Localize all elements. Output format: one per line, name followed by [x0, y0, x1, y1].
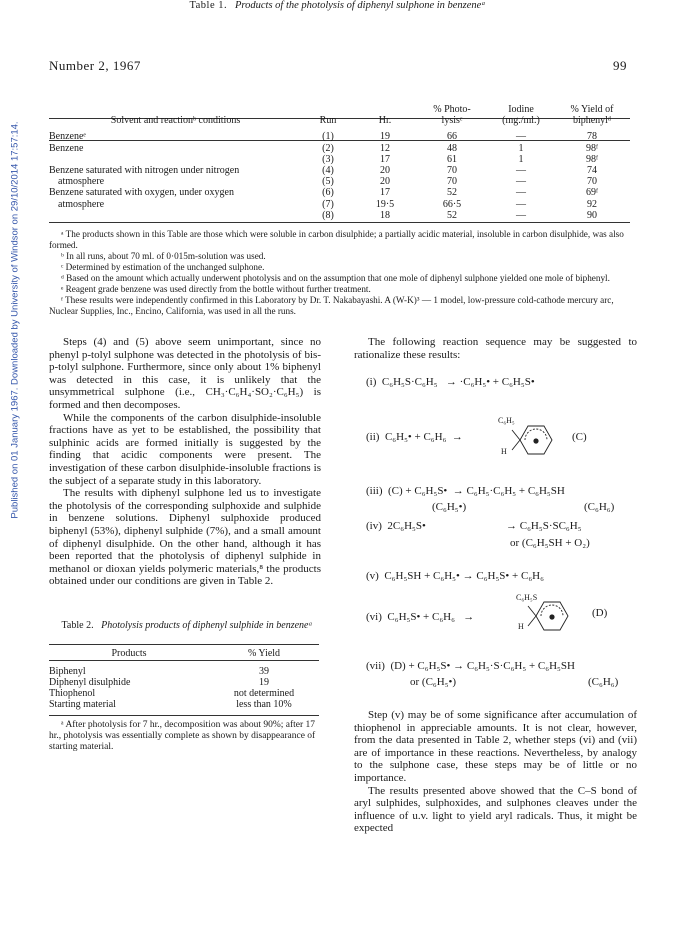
- cell-photo: 66·5: [442, 198, 462, 210]
- table-row: [49, 699, 319, 710]
- running-header-left: Number 2, 1967: [49, 58, 141, 73]
- col-yield-1: % Yield of: [570, 104, 614, 115]
- cell-iodine: 1: [518, 153, 524, 165]
- table-row: [49, 165, 630, 176]
- reaction-lhs: C₆H₅S• + C₆H₆: [387, 611, 455, 623]
- table1-label: Table 1.: [189, 0, 228, 11]
- cell-run: (6): [322, 187, 334, 199]
- reaction-lhs: 2C₆H₅S•: [387, 520, 426, 532]
- cell-iodine: —: [516, 187, 526, 199]
- footnote-d: ᵈ Based on the amount which actually underwent photolysis and on the assumption that one mole of diphenyl sulphone yielded one mole of biphenyl.: [61, 273, 610, 283]
- reaction-number: (v): [366, 570, 379, 582]
- table-row: [49, 131, 630, 142]
- footnote-e: ᵉ Reagent grade benzene was used directly from the bottle without further treatment.: [61, 284, 371, 294]
- cell-yield: 98ᶠ: [585, 153, 599, 165]
- download-stamp-text[interactable]: Published on 01 January 1967. Downloaded by University of Windsor on 29/10/2014 17:57:14.: [9, 121, 21, 519]
- cell-photo: 61: [447, 153, 457, 165]
- reaction-rhs: C₆H₅·C₆H₅ + C₆H₅SH: [466, 485, 565, 497]
- reaction-v: [366, 570, 544, 582]
- reaction-iii-alt2: (C₆H₆): [584, 501, 615, 513]
- cell-solvent: atmosphere: [58, 176, 105, 188]
- cell-hr: 18: [380, 209, 390, 221]
- table-row: [49, 154, 630, 165]
- cell-iodine: —: [516, 198, 526, 210]
- table1-header-row: [49, 104, 630, 115]
- reaction-iv-rhs: [506, 520, 582, 532]
- reaction-ii: [366, 431, 463, 443]
- cell-solvent: Benzeneᵉ: [49, 131, 86, 143]
- cell-product: Starting material: [49, 699, 116, 710]
- cell-solvent: Benzene saturated with nitrogen under nitrogen: [49, 165, 240, 177]
- reaction-rhs: ·C₆H₅• + C₆H₅S•: [459, 376, 535, 388]
- reaction-number: (vi): [366, 611, 382, 623]
- arrow-icon: →: [445, 376, 457, 388]
- cell-iodine: —: [516, 176, 526, 188]
- col-hr: Hr.: [378, 115, 392, 127]
- arrow-icon: →: [462, 570, 474, 582]
- reaction-lhs: C₆H₅SH + C₆H₅•: [384, 570, 460, 582]
- reaction-ii-rhs: (C): [572, 431, 587, 443]
- reaction-iii-alt: (C₆H₅•): [432, 501, 467, 513]
- cell-hr: 17: [380, 187, 390, 199]
- table2-footnote-text: ᵃ After photolysis for 7 hr., decomposition was about 90%; after 17 hr., photolysis was essentially complete as shown by disappearance of starting material.: [49, 720, 316, 752]
- cell-hr: 19: [380, 131, 390, 143]
- cell-yield: 78: [587, 131, 597, 143]
- cell-hr: 19·5: [375, 198, 395, 210]
- table-row: [49, 187, 630, 198]
- cell-photo: 52: [447, 209, 457, 221]
- paragraph: The results with diphenyl sulphone led us to investigate the photolysis of the corresponding sulphoxide and sulphide in benzene solutions. Diphenyl sulphoxide produced biphenyl (53%), diphenyl sulphide (7%), and a small amount of diphenyl disulphide. On the other hand, although it has been reported that the photolysis of diphenyl sulphide in methanol or dioxan yields polymeric materials,⁸ the products obtained under our conditions are given in Table 2.: [49, 487, 321, 588]
- col-photo-2: lysisᶜ: [441, 115, 463, 127]
- cell-solvent: Benzene: [49, 142, 84, 154]
- table2-header-rule: [49, 660, 319, 661]
- table1-caption: [0, 0, 675, 11]
- cell-yield: 90: [587, 209, 597, 221]
- cell-solvent: atmosphere: [58, 198, 105, 210]
- reaction-number: (vii): [366, 660, 385, 672]
- reaction-vii-alt2: (C₆H₆): [588, 676, 619, 688]
- reaction-rhs: C₆H₅S·SC₆H₅: [519, 520, 582, 532]
- footnote-c: ᶜ Determined by estimation of the unchanged sulphone.: [61, 262, 265, 272]
- cell-photo: 66: [447, 131, 457, 143]
- reaction-lhs: (D) + C₆H₅S•: [390, 660, 451, 672]
- arrow-icon: →: [451, 431, 463, 443]
- reaction-lhs: C₆H₅• + C₆H₆: [384, 431, 447, 443]
- cell-run: (4): [322, 165, 334, 177]
- arrow-icon: →: [452, 485, 464, 497]
- table1-title: Products of the photolysis of diphenyl sulphone in benzeneᵃ: [235, 0, 486, 11]
- cell-photo: 70: [447, 165, 457, 177]
- reaction-rhs: C₆H₅·S·C₆H₅ + C₆H₅SH: [466, 660, 575, 672]
- ring-c-label-h: H: [501, 447, 507, 456]
- table2-header-row: [49, 648, 319, 659]
- cell-yield: 98ᶠ: [585, 142, 599, 154]
- left-column: [49, 336, 321, 588]
- page-number: 99: [613, 58, 627, 73]
- cell-product: Diphenyl disulphide: [49, 677, 131, 688]
- cell-yield: 69ᶠ: [585, 187, 599, 199]
- reaction-vi-rhs: (D): [592, 607, 608, 619]
- col-products: Products: [111, 648, 147, 659]
- col-iodine-2: (mg./ml.): [502, 115, 540, 127]
- table-row: [49, 210, 630, 221]
- table-row: [49, 199, 630, 210]
- cell-hr: 12: [380, 142, 390, 154]
- col-iodine-1: Iodine: [508, 104, 534, 115]
- cell-run: (3): [322, 153, 334, 165]
- paragraph: Step (v) may be of some significance after accumulation of thiophenol in appreciable amounts. It is not clear, however, from the data presented in Table 2, whether steps (vi) and (vii) are of importance in these reactions. Nevertheless, by analogy to the sulphone case, these steps may be of little or no importance.: [354, 709, 637, 784]
- cell-product: Thiophenol: [49, 688, 96, 699]
- table1: [49, 104, 630, 221]
- paragraph: Steps (4) and (5) above seem unimportant, since no phenyl p-tolyl sulphone was detected in the photolysis of bis-p-tolyl sulphone. Furthermore, since only about 1% biphenyl was detected in this case, it is unlikely that the unsymmetrical sulphone (i.e., CH₃·C₆H₄·SO₂·C₆H₅) is formed and then decomposes.: [49, 336, 321, 411]
- table2-bottom-rule: [49, 715, 319, 716]
- col-yield: % Yield: [247, 648, 281, 659]
- arrow-icon: →: [506, 520, 517, 532]
- reaction-lhs: C₆H₅S·C₆H₅: [381, 376, 438, 388]
- reaction-iii: [366, 485, 565, 497]
- ring-c-label-top: C₆H₅: [498, 416, 515, 425]
- cell-yield: 39: [259, 666, 269, 677]
- paragraph: The following reaction sequence may be suggested to rationalize these results:: [354, 336, 637, 361]
- table2: [49, 648, 319, 710]
- table-row: [49, 143, 630, 154]
- table-row: [49, 666, 319, 677]
- cell-iodine: —: [516, 209, 526, 221]
- cell-run: (2): [322, 142, 334, 154]
- cell-product: Biphenyl: [49, 666, 86, 677]
- table2-caption: [49, 620, 325, 632]
- reaction-number: (iv): [366, 520, 382, 532]
- paragraph: While the components of the carbon disulphide-insoluble fractions have as yet to be established, the possibility that sulphinic acids are formed initially is suggested by the finding that acidic components were present. The investigation of these carbon disulphide-insoluble fractions is the subject of a separate study in this laboratory.: [49, 411, 321, 487]
- table2-title: Photolysis products of diphenyl sulphide in benzeneᵃ: [101, 620, 313, 631]
- cell-hr: 17: [380, 153, 390, 165]
- col-photo-1: % Photo-: [433, 104, 471, 115]
- cell-yield: 92: [587, 198, 597, 210]
- right-column-text: [354, 709, 637, 835]
- arrow-icon: →: [453, 660, 465, 672]
- reaction-rhs: C₆H₅S• + C₆H₆: [476, 570, 544, 582]
- cell-iodine: 1: [518, 142, 524, 154]
- ring-d-label-top: C₆H₅S: [516, 593, 538, 602]
- right-intro: [354, 336, 637, 361]
- cell-yield: less than 10%: [236, 699, 292, 710]
- reaction-number: (ii): [366, 431, 380, 443]
- cell-solvent: [49, 210, 302, 221]
- table1-footnotes: [49, 229, 634, 317]
- reaction-number: (iii): [366, 485, 383, 497]
- reaction-vii-alt: or (C₆H₅•): [410, 676, 457, 688]
- cell-run: (5): [322, 176, 334, 188]
- reaction-iv: [366, 520, 426, 532]
- table-row: [49, 176, 630, 187]
- col-run: Run: [319, 115, 337, 127]
- arrow-icon: →: [463, 611, 475, 623]
- cell-yield: 19: [259, 677, 269, 688]
- table1-header-row-2: [49, 115, 630, 126]
- footnote-b: ᵇ In all runs, about 70 ml. of 0·015m-solution was used.: [61, 251, 266, 261]
- table2-label: Table 2.: [61, 620, 94, 631]
- download-stamp[interactable]: [8, 60, 22, 580]
- cell-run: (7): [322, 198, 334, 210]
- reaction-i: [366, 376, 535, 388]
- cell-photo: 48: [447, 142, 457, 154]
- cell-photo: 52: [447, 187, 457, 199]
- col-solvent: Solvent and reactionᵇ conditions: [110, 115, 241, 127]
- cell-solvent: Benzene saturated with oxygen, under oxygen: [49, 187, 234, 199]
- cell-photo: 70: [447, 176, 457, 188]
- table1-bottom-rule: [49, 222, 630, 223]
- cell-yield: 70: [587, 176, 597, 188]
- ring-d-label-h: H: [518, 622, 524, 631]
- cyclohexadienyl-ring-icon: [510, 422, 556, 458]
- reaction-number: (i): [366, 376, 377, 388]
- table-row: [49, 677, 319, 688]
- cell-iodine: —: [516, 165, 526, 177]
- cell-run: (8): [322, 209, 334, 221]
- table-row: [49, 688, 319, 699]
- table2-top-rule: [49, 644, 319, 645]
- cell-solvent: [49, 154, 302, 165]
- cell-hr: 20: [380, 165, 390, 177]
- reaction-lhs: (C) + C₆H₅S•: [388, 485, 448, 497]
- table2-footnote: [49, 720, 321, 753]
- cell-hr: 20: [380, 176, 390, 188]
- paragraph: The results presented above showed that the C–S bond of aryl sulphides, sulphoxides, and sulphones cleaves under the influence of u.v. light to yield aryl radicals. Thus, it might be expected: [354, 784, 637, 835]
- cell-iodine: —: [516, 131, 526, 143]
- thio-cyclohexadienyl-ring-icon: [526, 598, 572, 634]
- cell-yield: not determined: [233, 688, 295, 699]
- footnote-f: ᶠ These results were independently confirmed in this Laboratory by Dr. T. Nakabayashi. A (W-K)³ — 1 model, low-pressure cold-cathode mercury arc, Nuclear Supplies, Inc., Encino, California, was used in all the runs.: [49, 295, 614, 316]
- cell-run: (1): [322, 131, 334, 143]
- footnote-a: ᵃ The products shown in this Table are those which were soluble in carbon disulphide; a partially acidic material, insoluble in carbon disulphide, was also formed.: [49, 229, 624, 250]
- reaction-vii: [366, 660, 575, 672]
- reaction-iv-alt: or (C₆H₅SH + O₂): [510, 537, 590, 549]
- col-yield-2: biphenylᵈ: [572, 115, 612, 127]
- reaction-vi: [366, 611, 474, 623]
- cell-yield: 74: [587, 165, 597, 177]
